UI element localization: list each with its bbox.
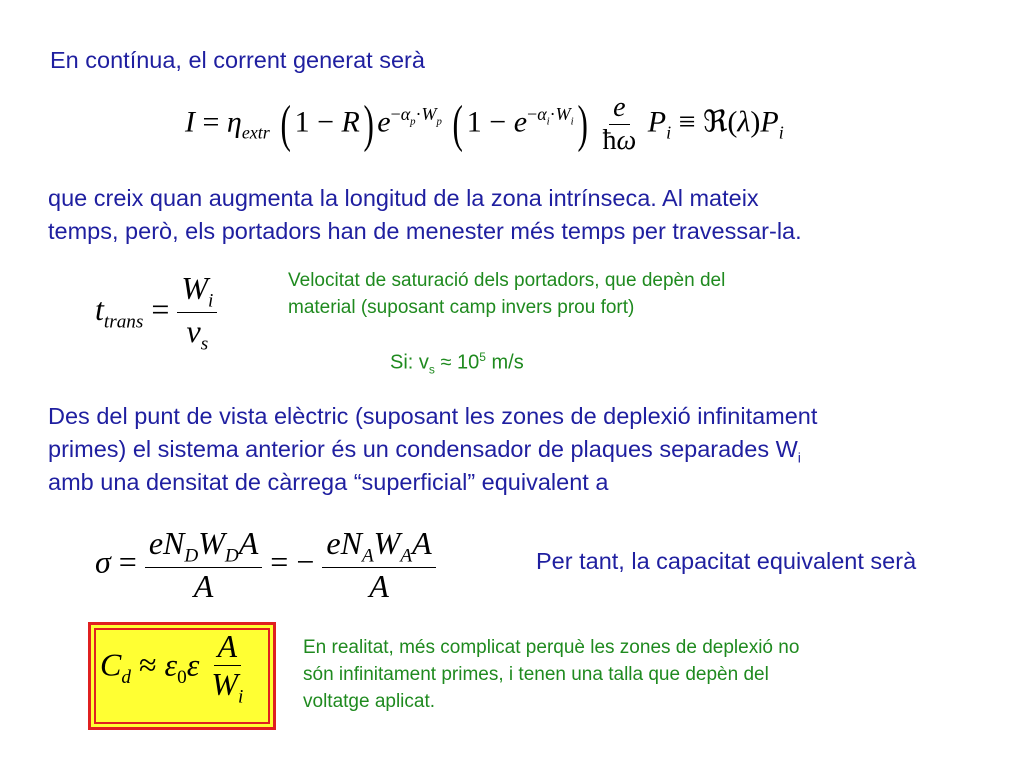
- saturation-note-line-2: material (suposant camp invers prou fort): [288, 297, 635, 318]
- paragraph-2-line-1: Des del punt de vista elèctric (suposant les zones de deplexió infinitament: [48, 403, 818, 429]
- charge-density-equation: σ = $\frac{eN_DW_DA}{A}$ = − $\frac{eN_AW_AA}{A}$: [95, 525, 436, 605]
- paragraph-1-line-1: que creix quan augmenta la longitud de la zona intrínseca. Al mateix: [48, 185, 759, 211]
- saturation-note-line-1: Velocitat de saturació dels portadors, que depèn del: [288, 270, 726, 291]
- paragraph-2-line-2: primes) el sistema anterior és un condensador de plaques separades $W_i$: [48, 436, 801, 466]
- reality-note-line-3: voltatge aplicat.: [303, 691, 436, 712]
- paragraph-2-line-3: amb una densitat de càrrega “superficial” equivalent a: [48, 469, 609, 495]
- reality-note-line-1: En realitat, més complicat perquè les zones de deplexió no: [303, 637, 800, 658]
- capacitance-equation: $C_d \approx \varepsilon_0\varepsilon$ $\frac{A}{W_i}$: [100, 628, 244, 708]
- heading: En contínua, el corrent generat serà: [50, 47, 425, 73]
- reality-note-line-2: són infinitament primes, i tenen una talla que depèn del: [303, 664, 769, 685]
- capacitance-text: Per tant, la capacitat equivalent serà: [536, 548, 917, 574]
- saturation-value: Si: $v_s \approx 10^5$ m/s: [390, 350, 524, 377]
- paragraph-1-line-2: temps, però, els portadors han de menester més temps per travessar-la.: [48, 218, 802, 244]
- current-equation: $I = \eta_{extr}$ ( 1 − R) $e^{-\alpha_p\cdot W_p}$ ( $1 - e^{-\alpha_i\cdot W_i}$) $\frac{e}{ħ\omega}$ $P_i$ ≡ $ℜ(\lambda)P_i$: [185, 92, 784, 156]
- transit-time-equation: $t_{trans}$ = $\frac{W_i}{v_s}$: [95, 270, 217, 356]
